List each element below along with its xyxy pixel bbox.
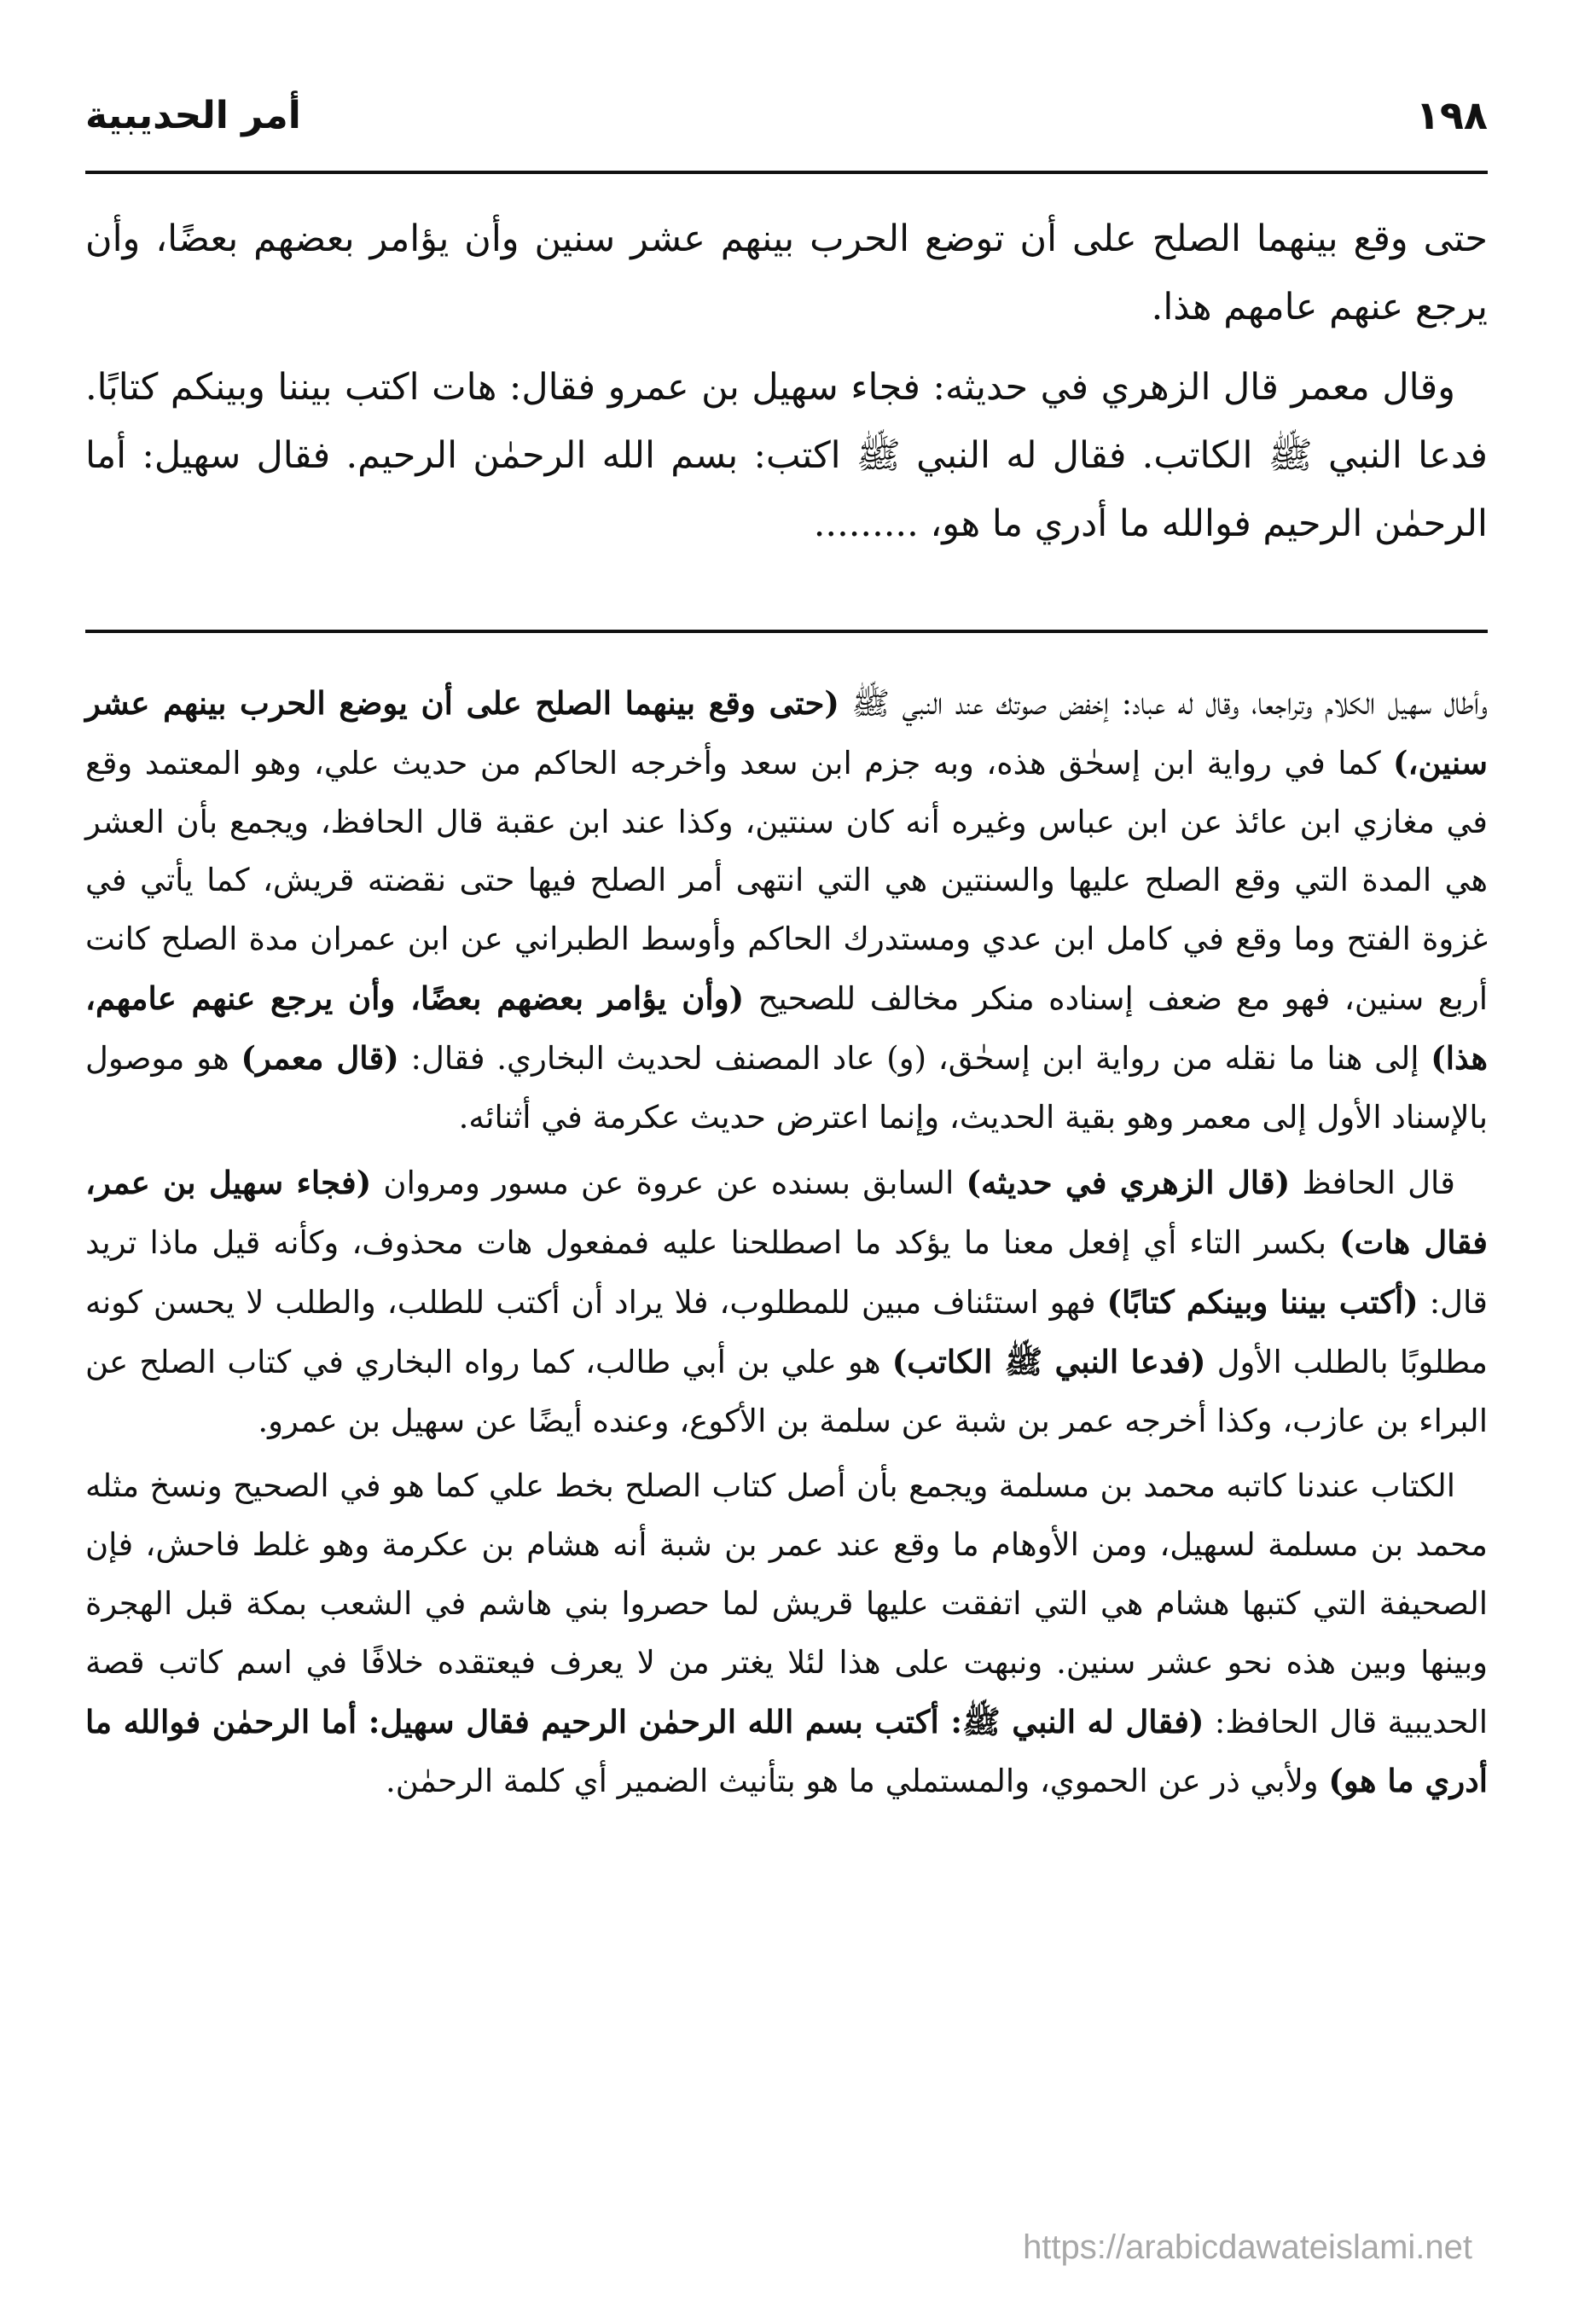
quoted-matn: (فجاء سهيل بن عمر، فقال هات): [85, 1164, 1488, 1262]
commentary-text-run: هو موصول بالإسناد الأول إلى معمر وهو بقية الحديث، وإنما اعترض حديث عكرمة في أثنائه.: [85, 1039, 1488, 1136]
hadith-text: [85, 205, 1488, 558]
header-rule: [85, 171, 1488, 174]
commentary-paragraph-2: [85, 1153, 1488, 1450]
chapter-title: أمر الحديبية: [85, 93, 301, 137]
commentary-text-run: الكتاب عندنا كاتبه محمد بن مسلمة ويجمع بأن أصل كتاب الصلح بخط علي كما هو في الصحيح ونسخ مثله محمد بن مسلمة لسهيل، ومن الأوهام ما وقع عند عمر بن شبة أنه هشام بن عكرمة وهو غلط فاحش، فإن الصحيفة التي كتبها هشام هي التي اتفقت عليها قريش لما حصروا بني هاشم في الشعب بمكة قبل الهجرة وبينها وبين هذه نحو عشر سنين. ونبهت على هذا لئلا يغتر من لا يعرف فيعتقده خلافًا في اسم كاتب قصة الحديبية قال الحافظ:: [85, 1467, 1488, 1740]
quoted-matn: (قال الزهري في حديثه): [966, 1164, 1291, 1202]
quoted-matn: (حتى وقع بينهما الصلح على أن يوضع الحرب بينهم عشر سنين،): [85, 684, 1488, 781]
commentary-text-run: السابق بسنده عن عروة عن مسور ومروان: [371, 1165, 966, 1202]
quoted-matn: (فدعا النبي ﷺ الكاتب): [891, 1342, 1206, 1380]
source-watermark: https://arabicdawateislami.net: [1023, 2228, 1472, 2266]
commentary-paragraph-3: [85, 1457, 1488, 1811]
page-number: ١٩٨: [1415, 92, 1488, 138]
commentary-text-run: فهو استئناف مبين للمطلوب، فلا يراد أن أكتب للطلب، والطلب لا يحسن كونه مطلوبًا بالطلب الأول: [85, 1283, 1488, 1380]
commentary-text-run: هو علي بن أبي طالب، كما رواه البخاري في كتاب الصلح عن البراء بن عازب، وكذا أخرجه عمر بن شبة عن سلمة بن الأكوع، وعنده أيضًا عن سهيل بن عمرو.: [85, 1343, 1488, 1439]
commentary-text: [85, 674, 1488, 1811]
commentary-text-run: قال الحافظ: [1290, 1165, 1455, 1202]
quoted-matn: (قال معمر): [241, 1038, 399, 1077]
hadith-paragraph-1: حتى وقع بينهما الصلح على أن توضع الحرب بينهم عشر سنين وأن يؤامر بعضهم بعضًا، وأن يرجع عنهم عامهم هذا.: [85, 218, 1488, 328]
commentary-text-run: وأطال سهيل الكلام وتراجعا، وقال له عباد: إخفض صوتك عند النبي ﷺ: [839, 685, 1488, 722]
commentary-separator: [85, 630, 1488, 633]
commentary-text-run: كما في رواية ابن إسحٰق هذه، وبه جزم ابن سعد وأخرجه الحاكم من حديث علي، وهو المعتمد وقع في مغازي ابن عائذ عن ابن عباس وغيره أنه كان سنتين، وكذا عند ابن عقبة قال الحافظ، ويجمع بأن العشر هي المدة التي وقع الصلح عليها والسنتين هي التي انتهى أمر الصلح فيها حتى نقضته قريش، كما يأتي في غزوة الفتح وما وقع في كامل ابن عدي ومستدرك الحاكم وأوسط الطبراني عن ابن عمران مدة الصلح كانت أربع سنين، فهو مع ضعف إسناده منكر مخالف للصحيح: [85, 744, 1488, 1017]
quoted-matn: (وأن يؤامر بعضهم بعضًا، وأن يرجع عنهم عامهم، هذا): [85, 979, 1488, 1077]
commentary-paragraph-1: [85, 674, 1488, 1147]
page-header: [85, 85, 1488, 145]
quoted-matn: (فقال له النبي ﷺ: أكتب بسم الله الرحمٰن الرحيم فقال سهيل: أما الرحمٰن فوالله ما أدري ما هو): [85, 1702, 1488, 1800]
commentary-text-run: إلى هنا ما نقله من رواية ابن إسحٰق، (و) عاد المصنف لحديث البخاري. فقال:: [398, 1039, 1431, 1077]
hadith-paragraph-2: وقال معمر قال الزهري في حديثه: فجاء سهيل بن عمرو فقال: هات اكتب بيننا وبينكم كتابًا. فدعا النبي ﷺ الكاتب. فقال له النبي ﷺ اكتب: بسم الله الرحمٰن الرحيم. فقال سهيل: أما الرحمٰن الرحيم فوالله ما أدري ما هو، .........: [85, 366, 1488, 545]
commentary-text-run: ولأبي ذر عن الحموي، والمستملي ما هو بتأنيث الضمير أي كلمة الرحمٰن.: [385, 1763, 1329, 1800]
commentary-text-run: بكسر التاء أي إفعل معنا ما يؤكد ما اصطلحنا عليه فمفعول هات محذوف، وكأنه قيل ماذا تريد قال:: [85, 1224, 1488, 1321]
quoted-matn: (أكتب بيننا وبينكم كتابًا): [1106, 1282, 1419, 1321]
